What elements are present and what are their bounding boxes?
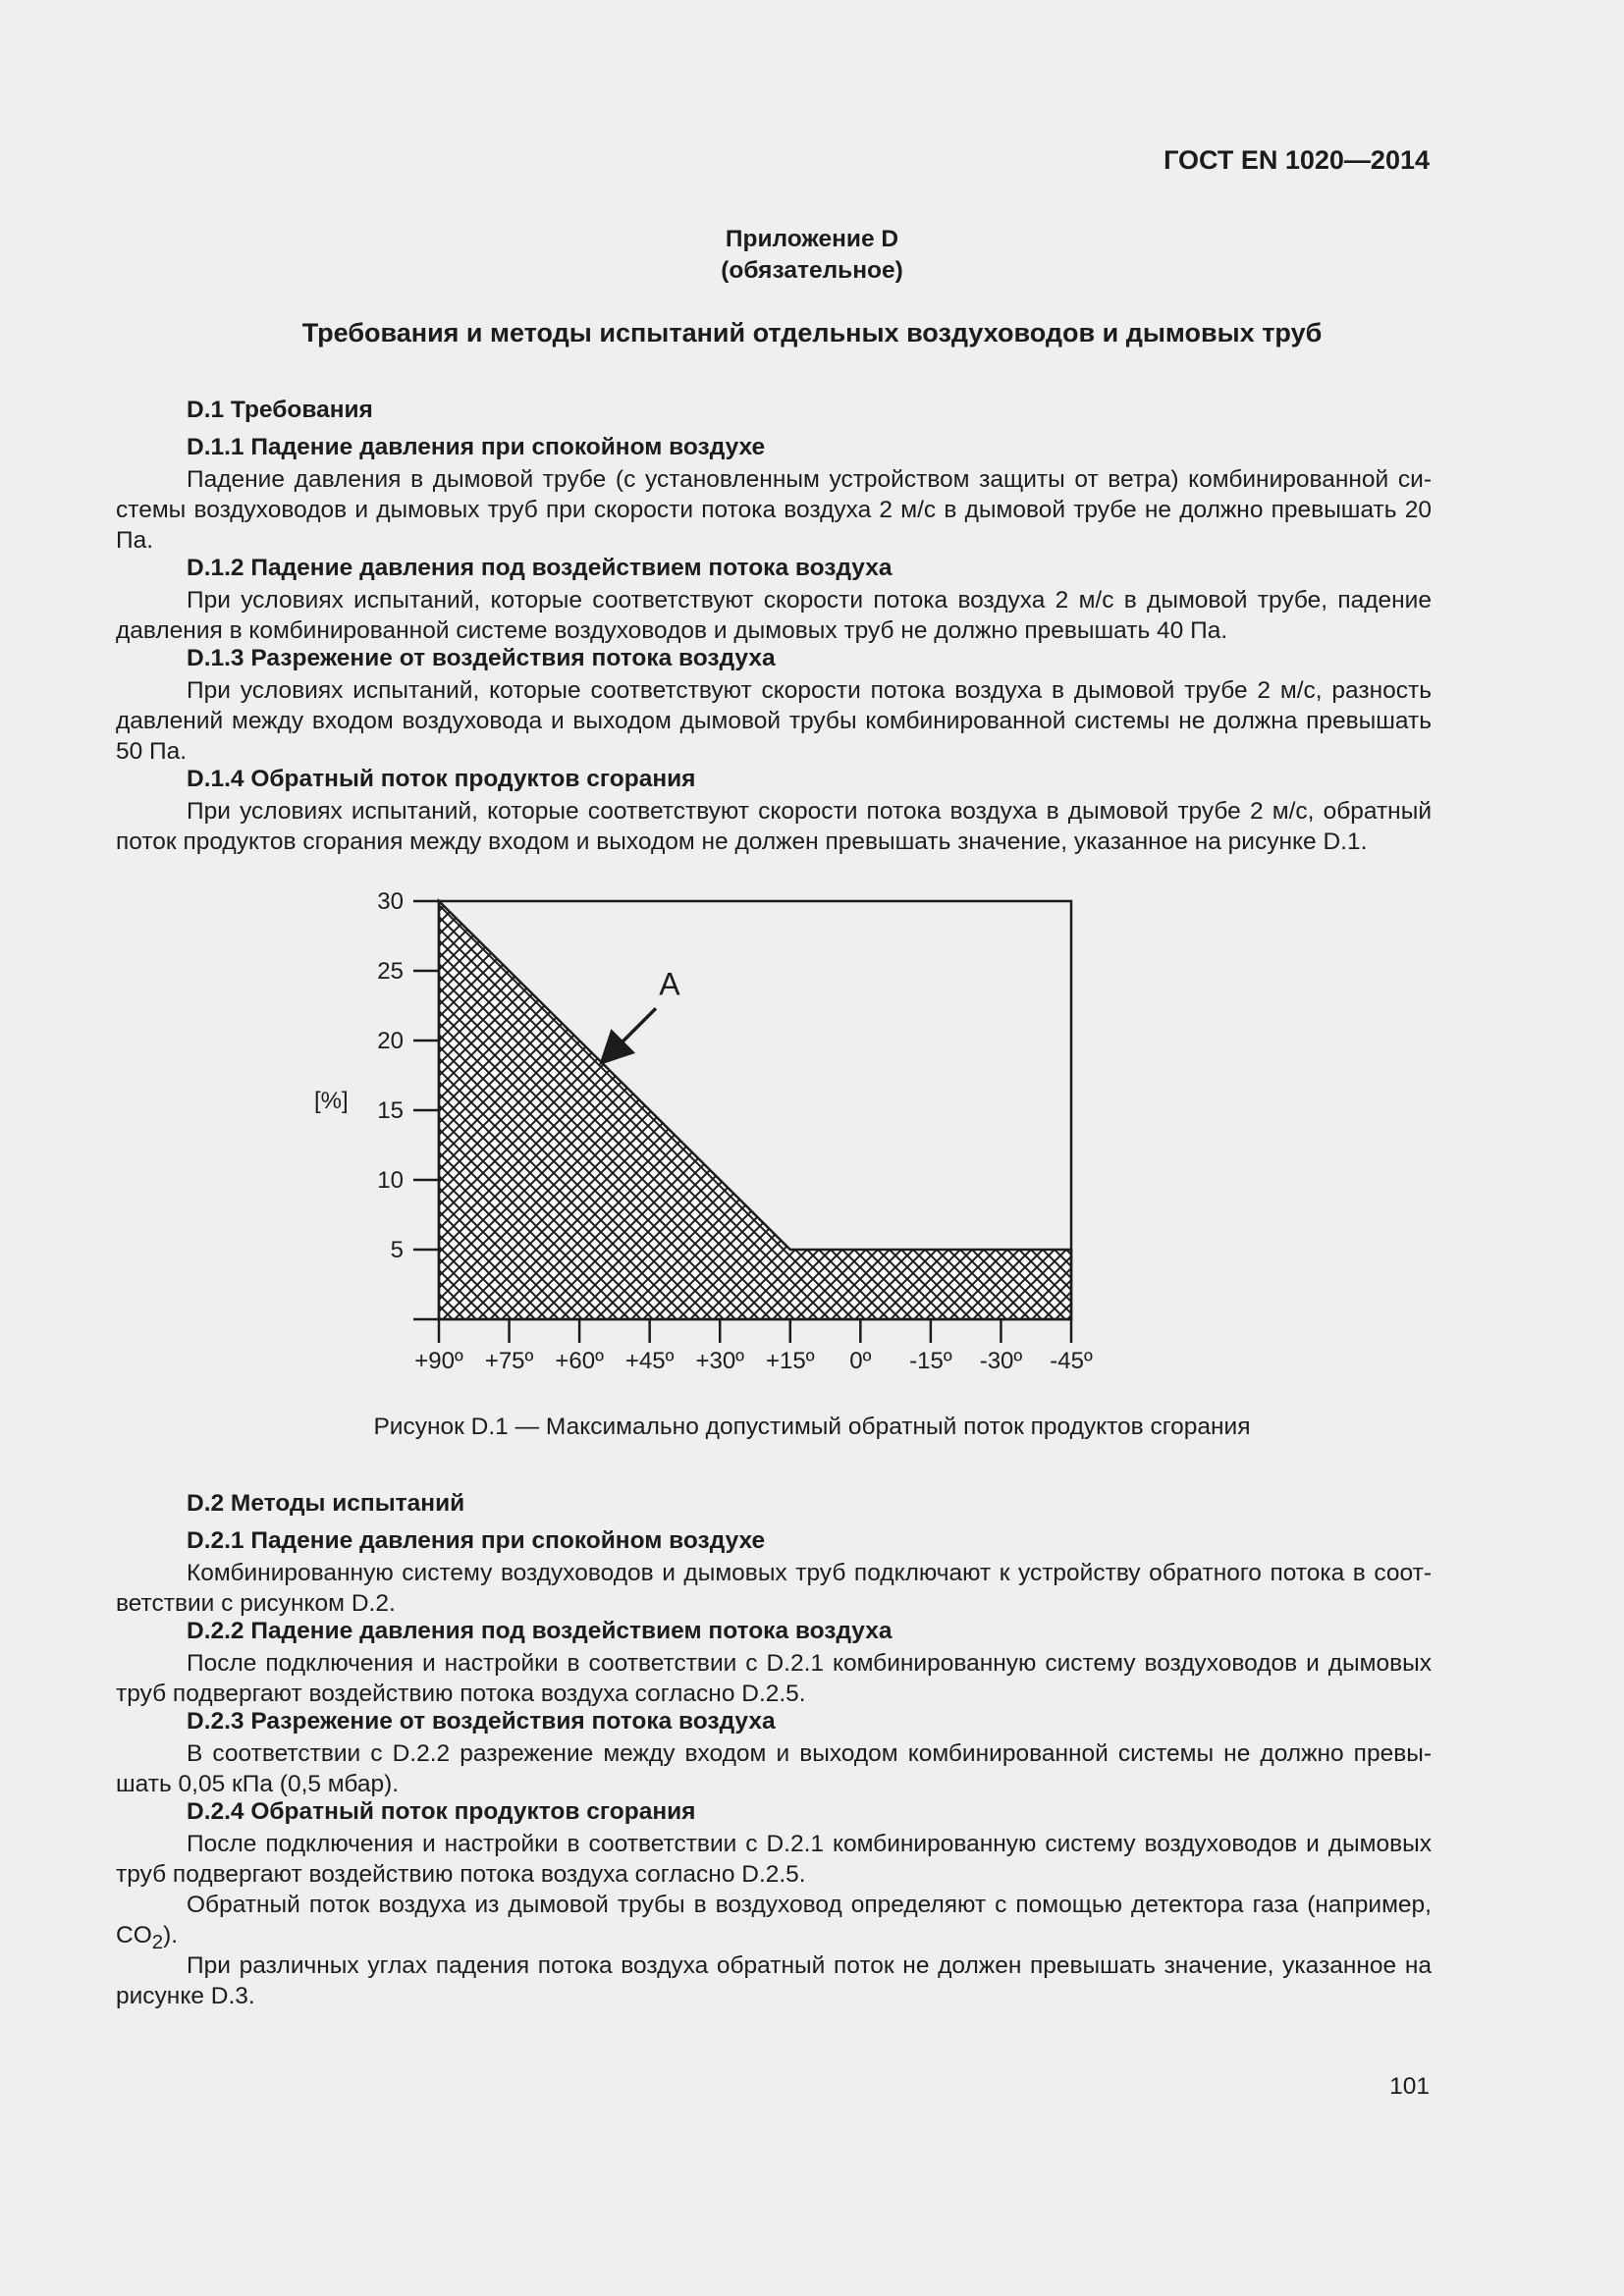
paragraph-d2-2: После подключения и настройки в соответствии с D.2.1 комбинированную систему воздуховодов и дымовых труб подвергают воздействию потока воздуха согласно D.2.5. bbox=[116, 1650, 1432, 1707]
x-tick-label: -45º bbox=[1050, 1348, 1093, 1374]
x-tick-label: +15º bbox=[766, 1348, 815, 1374]
subsection-heading-d2-4: D.2.4 Обратный поток продуктов сгорания bbox=[187, 1798, 696, 1825]
subsection-heading-d1-3: D.1.3 Разрежение от воздействия потока воздуха bbox=[187, 645, 776, 671]
figure-d1-chart bbox=[295, 879, 1139, 1389]
paragraph-d2-4-detector bbox=[116, 1890, 1432, 1958]
paragraph-d1-2: При условиях испытаний, которые соответствуют скорости потока воздуха 2 м/с в дымовой трубе, падение давления в комбинированной системе воздуховодов и дымовых труб не должно превышать 40 Па. bbox=[116, 587, 1432, 644]
subsection-heading-d2-1: D.2.1 Падение давления при спокойном воздухе bbox=[187, 1527, 766, 1554]
paragraph-d2-4-detector-end: ). bbox=[163, 1922, 179, 1949]
y-tick-label: 30 bbox=[377, 888, 404, 915]
page-number: 101 bbox=[1389, 2073, 1430, 2100]
subsection-heading-d2-2: D.2.2 Падение давления под воздействием потока воздуха bbox=[187, 1618, 893, 1644]
y-tick-label: 5 bbox=[390, 1237, 404, 1263]
paragraph-d2-4-angles: При различных углах падения потока воздуха обратный поток не должен превышать значение, указанное на рисунке D.3. bbox=[116, 1952, 1432, 2009]
paragraph-d2-4-detector-text: Обратный поток воздуха из дымовой трубы в воздуховод определяют с помощью детектора газа (например, CO bbox=[116, 1892, 1432, 1949]
subsection-heading-d2-3: D.2.3 Разрежение от воздействия потока воздуха bbox=[187, 1708, 776, 1735]
x-tick-label: +75º bbox=[484, 1348, 534, 1374]
paragraph-d1-3: При условиях испытаний, которые соответствуют скорости потока воздуха в дымовой трубе 2 м/с, разность давлений между входом воздуховода и выходом дымовой трубы комбинированной системы не должна превышать 50 Па. bbox=[116, 677, 1432, 765]
x-tick-label: -30º bbox=[979, 1348, 1023, 1374]
hatched-area-a bbox=[439, 901, 1071, 1319]
subsection-heading-d1-1: D.1.1 Падение давления при спокойном воздухе bbox=[187, 434, 766, 460]
y-tick-label: 10 bbox=[377, 1167, 404, 1194]
paragraph-d1-4: При условиях испытаний, которые соответствуют скорости потока воздуха в дымовой трубе 2 м/с, обратный поток продуктов сгорания между входом и выходом не должен превышать значение, указанное на рисунке D.1. bbox=[116, 798, 1432, 855]
paragraph-d2-4: После подключения и настройки в соответствии с D.2.1 комбинированную систему воздуховодов и дымовых труб подвергают воздействию потока воздуха согласно D.2.5. bbox=[116, 1831, 1432, 1888]
subsection-heading-d1-4: D.1.4 Обратный поток продуктов сгорания bbox=[187, 766, 696, 792]
section-heading-d1: D.1 Требования bbox=[187, 397, 373, 423]
appendix-title: Приложение D bbox=[725, 226, 899, 252]
main-title: Требования и методы испытаний отдельных воздуховодов и дымовых труб bbox=[301, 318, 1323, 347]
x-tick-label: +30º bbox=[695, 1348, 744, 1374]
y-tick-label: 15 bbox=[377, 1097, 404, 1124]
figure-caption: Рисунок D.1 — Максимально допустимый обратный поток продуктов сгорания bbox=[373, 1414, 1251, 1440]
x-tick-label: 0º bbox=[849, 1348, 872, 1374]
x-tick-label: +90º bbox=[414, 1348, 463, 1374]
y-axis-label: [%] bbox=[314, 1088, 349, 1114]
subsection-heading-d1-2: D.1.2 Падение давления под воздействием потока воздуха bbox=[187, 555, 893, 581]
paragraph-d2-1: Комбинированную систему воздуховодов и дымовых труб подключают к устройству обратного потока в соот-ветствии с рисунком D.2. bbox=[116, 1560, 1432, 1617]
section-heading-d2: D.2 Методы испытаний bbox=[187, 1490, 465, 1517]
x-tick-label: +45º bbox=[624, 1348, 675, 1374]
annotation-label-a: A bbox=[659, 966, 680, 1002]
x-tick-label: -15º bbox=[909, 1348, 952, 1374]
paragraph-d2-3: В соответствии с D.2.2 разрежение между входом и выходом комбинированной системы не должно превы-шать 0,05 кПа (0,5 мбар). bbox=[116, 1740, 1432, 1797]
annotation-arrow bbox=[609, 1008, 656, 1055]
y-tick-label: 20 bbox=[377, 1028, 404, 1054]
appendix-status: (обязательное) bbox=[721, 257, 903, 284]
y-tick-label: 25 bbox=[377, 958, 404, 985]
x-tick-label: +60º bbox=[555, 1348, 604, 1374]
co2-subscript: 2 bbox=[151, 1931, 164, 1953]
paragraph-d1-1: Падение давления в дымовой трубе (с установленным устройством защиты от ветра) комбинированной си-стемы воздуховодов и дымовых труб при скорости потока воздуха 2 м/с в дымовой трубе не должно превышать 20 Па. bbox=[116, 466, 1432, 554]
document-id: ГОСТ EN 1020—2014 bbox=[1164, 145, 1430, 175]
